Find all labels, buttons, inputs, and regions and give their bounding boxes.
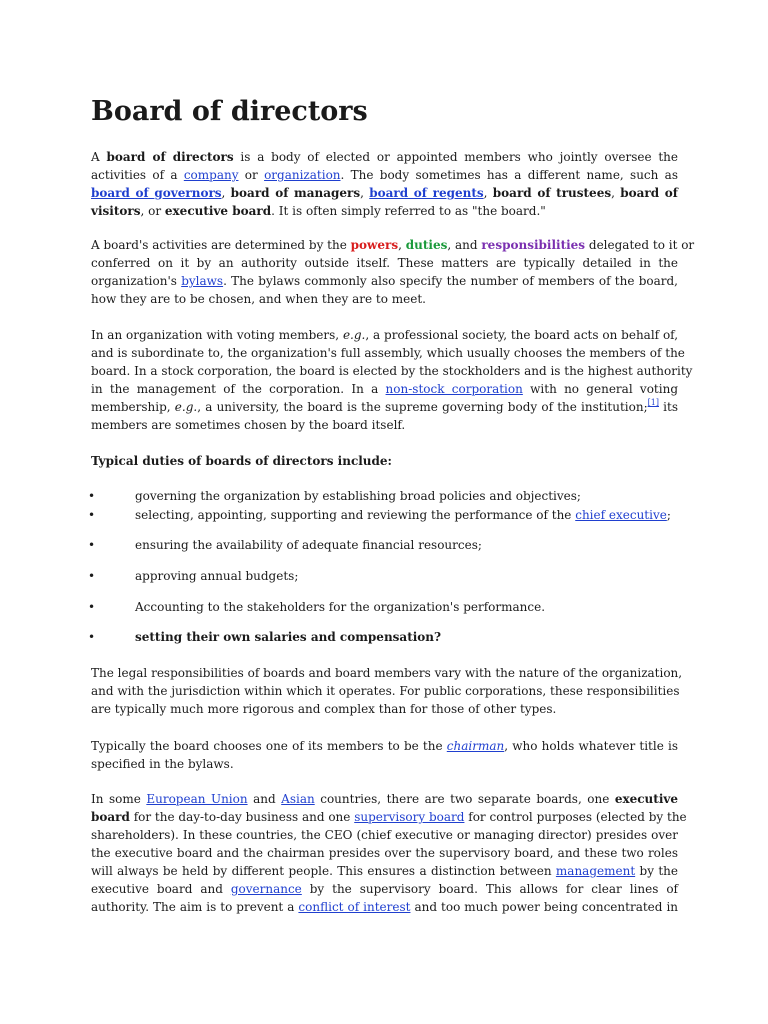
intro-paragraph (91, 148, 678, 220)
text: and too much power being concentrated in (410, 900, 679, 914)
text: . The body sometimes has a different name, such as (340, 168, 678, 182)
link-company[interactable]: company (183, 168, 239, 182)
term-visitors: visitors (91, 204, 141, 218)
text-line: specified in the bylaws. (91, 757, 234, 771)
list-item (88, 487, 678, 505)
text: membership, (91, 400, 175, 414)
text: In an organization with voting members, (91, 328, 343, 342)
link-management[interactable]: management (555, 864, 636, 878)
bullet-icon: • (88, 538, 96, 552)
text-line: the executive board and the chairman presides over the supervisory board, and these two roles (91, 846, 678, 860)
text-line: board. In a stock corporation, the board is elected by the stockholders and is the highest authority (91, 364, 693, 378)
text-line: conferred on it by an authority outside itself. These matters are typically detailed in the (91, 256, 678, 270)
bullet-icon: • (88, 569, 96, 583)
text: and (247, 792, 282, 806)
activities-paragraph (91, 236, 695, 308)
link-bylaws[interactable]: bylaws (181, 274, 224, 288)
link-european-union[interactable]: European Union (146, 792, 248, 806)
text: is a body of elected or appointed members who jointly oversee the (233, 150, 678, 164)
text: , who holds whatever title is (504, 739, 678, 753)
text: . It is often simply referred to as "the board." (271, 204, 546, 218)
term-board-of-trustees: board of trustees (492, 186, 612, 200)
two-tier-paragraph (91, 790, 687, 916)
text: , (483, 186, 493, 200)
list-item-text: selecting, appointing, supporting and reviewing the performance of the (135, 508, 576, 522)
text: , (360, 186, 370, 200)
text: for the day-to-day business and one (129, 810, 355, 824)
list-item (88, 628, 678, 646)
text: authority. The aim is to prevent a (91, 900, 299, 914)
text-line: The legal responsibilities of boards and board members vary with the nature of the organization, (91, 666, 683, 680)
text-line: how they are to be chosen, and when they are to meet. (91, 292, 426, 306)
chairman-paragraph (91, 737, 678, 773)
term-board-of-managers: board of managers (230, 186, 361, 200)
bullet-icon: • (88, 630, 96, 644)
text: countries, there are two separate boards, one (314, 792, 615, 806)
abbrev-eg: e.g. (342, 328, 366, 342)
text: for control purposes (elected by the (464, 810, 687, 824)
text: . The bylaws commonly also specify the number of members of the board, (223, 274, 678, 288)
text: In some (91, 792, 147, 806)
page-title: Board of directors (91, 96, 368, 127)
term-board-of-directors: board of directors (106, 150, 234, 164)
link-organization[interactable]: organization (264, 168, 341, 182)
footnote-link-1[interactable]: [1] (647, 398, 659, 407)
list-item-text: governing the organization by establishing broad policies and objectives; (135, 489, 581, 503)
text: , or (140, 204, 165, 218)
text-line: members are sometimes chosen by the board itself. (91, 418, 406, 432)
term-powers: powers (350, 238, 399, 252)
duties-heading: Typical duties of boards of directors include: (91, 454, 392, 468)
term-duties: duties (405, 238, 448, 252)
text: executive board and (91, 882, 231, 896)
term-executive: executive (614, 792, 678, 806)
bullet-icon: • (88, 600, 96, 614)
list-item (88, 567, 678, 585)
link-supervisory-board[interactable]: supervisory board (354, 810, 465, 824)
bullet-icon: • (88, 489, 96, 503)
list-item (88, 506, 678, 524)
abbrev-eg: e.g. (174, 400, 198, 414)
list-item (88, 598, 678, 616)
link-chairman[interactable]: chairman (446, 739, 505, 753)
text: or (238, 168, 265, 182)
link-governance[interactable]: governance (230, 882, 302, 896)
text-line: shareholders). In these countries, the CEO (chief executive or managing director) presides over (91, 828, 678, 842)
text-line: and with the jurisdiction within which it operates. For public corporations, these responsibilities (91, 684, 680, 698)
link-non-stock-corporation[interactable]: non-stock corporation (385, 382, 523, 396)
text-line: and is subordinate to, the organization's full assembly, which usually chooses the members of the (91, 346, 685, 360)
link-board-of-governors[interactable]: board of governors (91, 186, 222, 200)
list-item (88, 536, 678, 554)
text: Typically the board chooses one of its members to be the (91, 739, 447, 753)
text: A board's activities are determined by the (91, 238, 351, 252)
text: will always be held by different people. This ensures a distinction between (91, 864, 556, 878)
term-responsibilities: responsibilities (481, 238, 586, 252)
list-item-text: setting their own salaries and compensation? (135, 630, 442, 644)
text: by the supervisory board. This allows for clear lines of (301, 882, 679, 896)
list-item-text: approving annual budgets; (135, 569, 299, 583)
text: , and (447, 238, 482, 252)
text: with no general voting (522, 382, 679, 396)
link-board-of-regents[interactable]: board of regents (369, 186, 484, 200)
text: delegated to it or (585, 238, 695, 252)
link-chief-executive[interactable]: chief executive (575, 508, 667, 522)
text: A (91, 150, 107, 164)
legal-responsibilities-paragraph (91, 664, 683, 718)
text: ; (666, 508, 671, 522)
text-line: are typically much more rigorous and complex than for those of other types. (91, 702, 557, 716)
term-board-of: board of (620, 186, 678, 200)
text: its (658, 400, 678, 414)
link-conflict-of-interest[interactable]: conflict of interest (298, 900, 411, 914)
text: , (398, 238, 406, 252)
organization-paragraph (91, 326, 693, 434)
bullet-icon: • (88, 508, 96, 522)
text: by the (635, 864, 679, 878)
list-item-text: Accounting to the stakeholders for the organization's performance. (135, 600, 546, 614)
text: in the management of the corporation. In a (91, 382, 386, 396)
term-board: board (91, 810, 130, 824)
text: , (611, 186, 621, 200)
text: activities of a (91, 168, 184, 182)
text: , a professional society, the board acts on behalf of, (365, 328, 679, 342)
text: , (221, 186, 231, 200)
text: organization's (91, 274, 182, 288)
term-executive-board: executive board (164, 204, 272, 218)
list-item-text: ensuring the availability of adequate financial resources; (135, 538, 482, 552)
text: , a university, the board is the supreme governing body of the institution; (197, 400, 648, 414)
link-asian[interactable]: Asian (281, 792, 315, 806)
